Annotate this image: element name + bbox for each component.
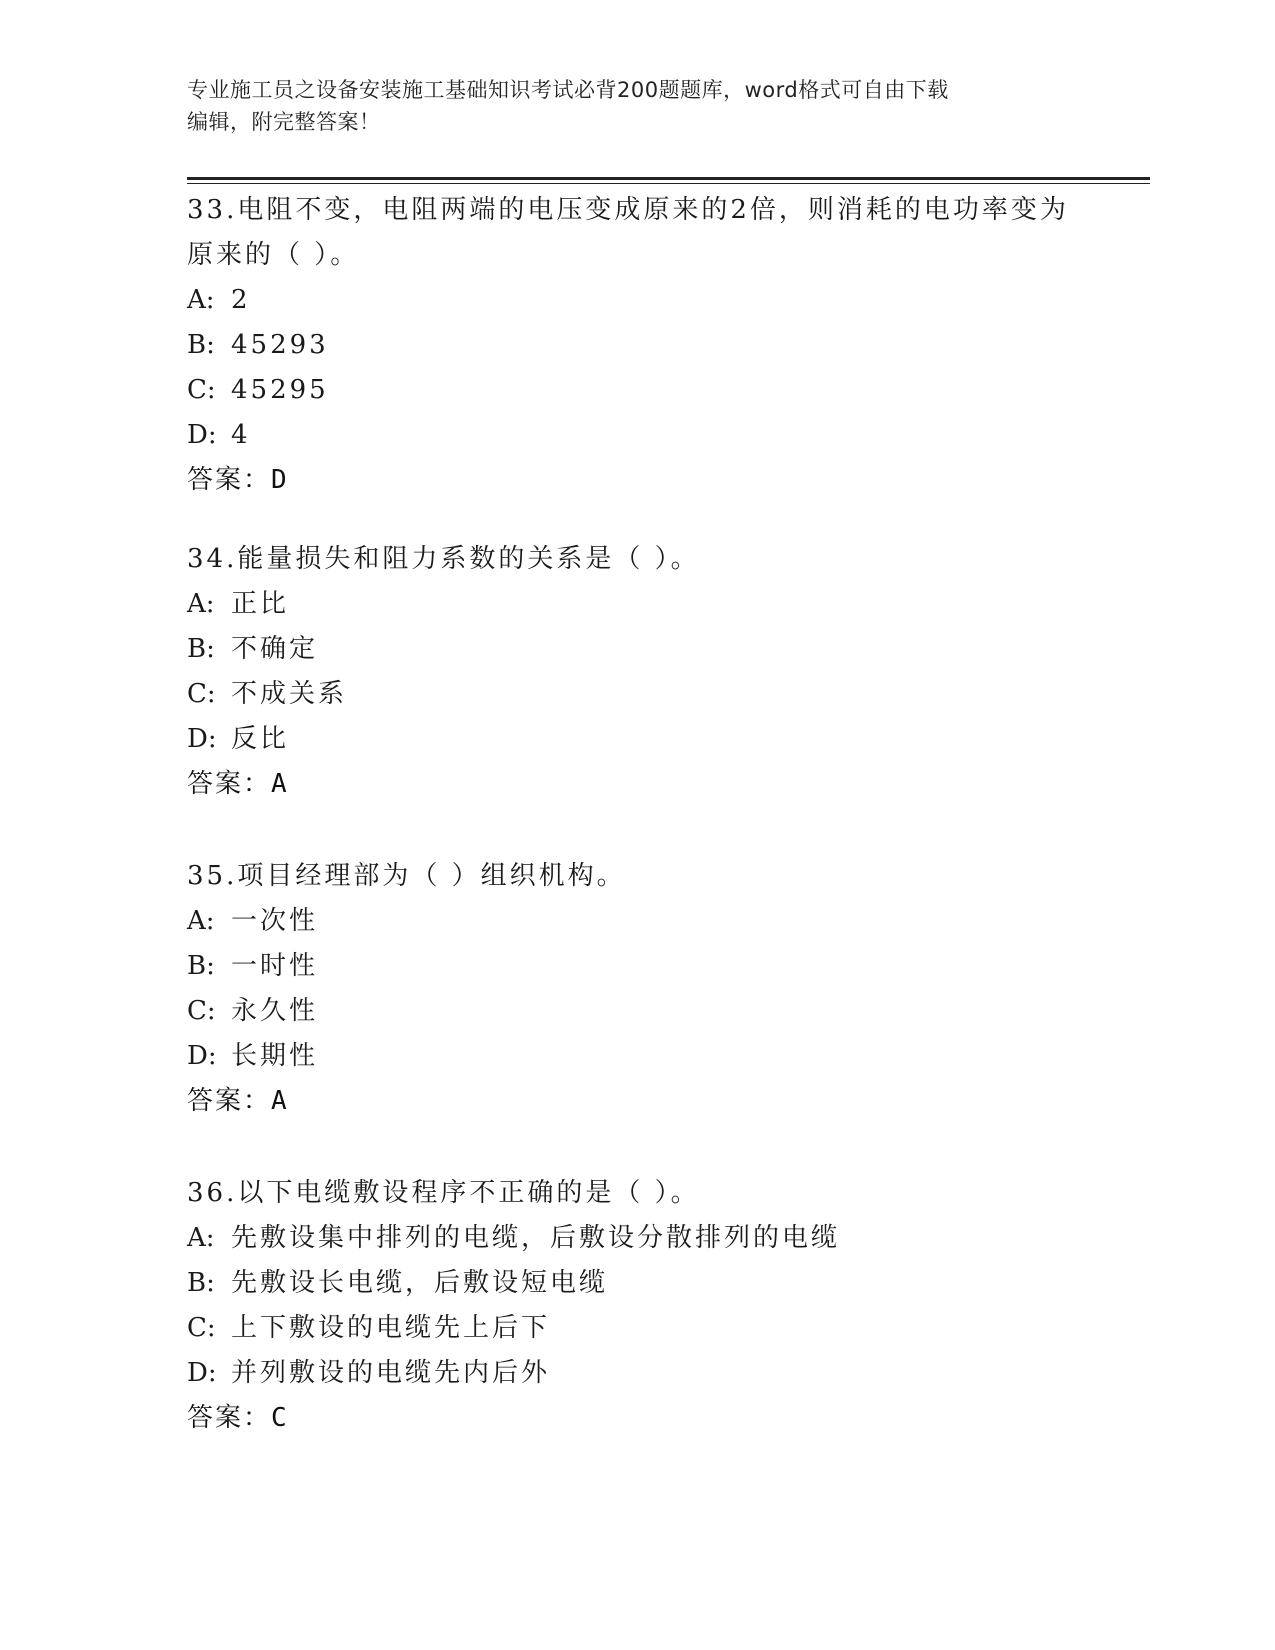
option-letter: B: <box>187 1268 215 1298</box>
answer-value: A <box>271 1086 287 1116</box>
option-a <box>187 1216 1087 1261</box>
option-letter: C: <box>187 375 216 405</box>
question-text: 原来的（ ）。 <box>187 240 360 270</box>
option-d <box>187 717 1087 762</box>
option-text: 长期性 <box>231 1041 319 1071</box>
answer <box>187 1079 1087 1124</box>
answer-label: 答案： <box>187 1403 272 1433</box>
answer-label: 答案： <box>187 769 272 799</box>
answer-value: A <box>271 769 287 799</box>
header-line-1: 专业施工员之设备安装施工基础知识考试必背200题题库，word格式可自由下载 <box>187 78 949 102</box>
option-c <box>187 672 1087 717</box>
option-text: 一次性 <box>231 906 319 936</box>
option-letter: A: <box>187 906 215 936</box>
option-c <box>187 1306 1087 1351</box>
header-divider-thick <box>187 177 1150 180</box>
option-d <box>187 413 1087 458</box>
option-text: 反比 <box>231 724 290 754</box>
option-letter: B: <box>187 951 215 981</box>
header-line-2: 编辑，附完整答案！ <box>187 110 381 134</box>
option-b <box>187 323 1087 368</box>
option-letter: C: <box>187 1313 216 1343</box>
option-a <box>187 899 1087 944</box>
answer-value: C <box>271 1403 287 1433</box>
option-text: 永久性 <box>231 996 319 1026</box>
option-letter: A: <box>187 285 215 315</box>
option-text: 不成关系 <box>231 679 348 709</box>
question-text: 34.能量损失和阻力系数的关系是（ ）。 <box>187 544 700 574</box>
question-text: 36.以下电缆敷设程序不正确的是（ ）。 <box>187 1178 700 1208</box>
option-c <box>187 368 1087 413</box>
option-a <box>187 582 1087 627</box>
option-d <box>187 1351 1087 1396</box>
option-text: 并列敷设的电缆先内后外 <box>231 1358 551 1388</box>
option-b <box>187 627 1087 672</box>
option-letter: A: <box>187 589 215 619</box>
option-d <box>187 1034 1087 1079</box>
option-text: 45293 <box>231 330 329 360</box>
option-text: 不确定 <box>231 634 319 664</box>
option-letter: A: <box>187 1223 215 1253</box>
option-text: 正比 <box>231 589 290 619</box>
answer <box>187 458 1087 503</box>
option-text: 先敷设长电缆，后敷设短电缆 <box>231 1268 609 1298</box>
option-text: 2 <box>231 285 251 315</box>
option-text: 先敷设集中排列的电缆，后敷设分散排列的电缆 <box>231 1223 841 1253</box>
option-letter: D: <box>187 420 217 450</box>
question-35 <box>187 854 1087 1124</box>
option-letter: D: <box>187 1358 217 1388</box>
option-c <box>187 989 1087 1034</box>
option-a <box>187 278 1087 323</box>
header-divider-thin <box>187 183 1150 184</box>
option-b <box>187 1261 1087 1306</box>
option-letter: C: <box>187 679 216 709</box>
option-letter: D: <box>187 1041 217 1071</box>
question-36 <box>187 1171 1087 1441</box>
answer-value: D <box>271 465 287 495</box>
option-text: 4 <box>231 420 251 450</box>
option-b <box>187 944 1087 989</box>
document-header <box>187 74 1067 138</box>
answer-label: 答案： <box>187 1086 272 1116</box>
question-33 <box>187 188 1087 503</box>
question-34 <box>187 537 1087 807</box>
question-text: 35.项目经理部为（ ）组织机构。 <box>187 861 626 891</box>
option-letter: B: <box>187 330 215 360</box>
answer <box>187 762 1087 807</box>
answer <box>187 1396 1087 1441</box>
answer-label: 答案： <box>187 465 272 495</box>
option-letter: B: <box>187 634 215 664</box>
question-text: 33.电阻不变，电阻两端的电压变成原来的2倍，则消耗的电功率变为 <box>187 195 1069 225</box>
option-text: 45295 <box>231 375 329 405</box>
option-text: 上下敷设的电缆先上后下 <box>231 1313 551 1343</box>
option-letter: D: <box>187 724 217 754</box>
option-letter: C: <box>187 996 216 1026</box>
option-text: 一时性 <box>231 951 319 981</box>
